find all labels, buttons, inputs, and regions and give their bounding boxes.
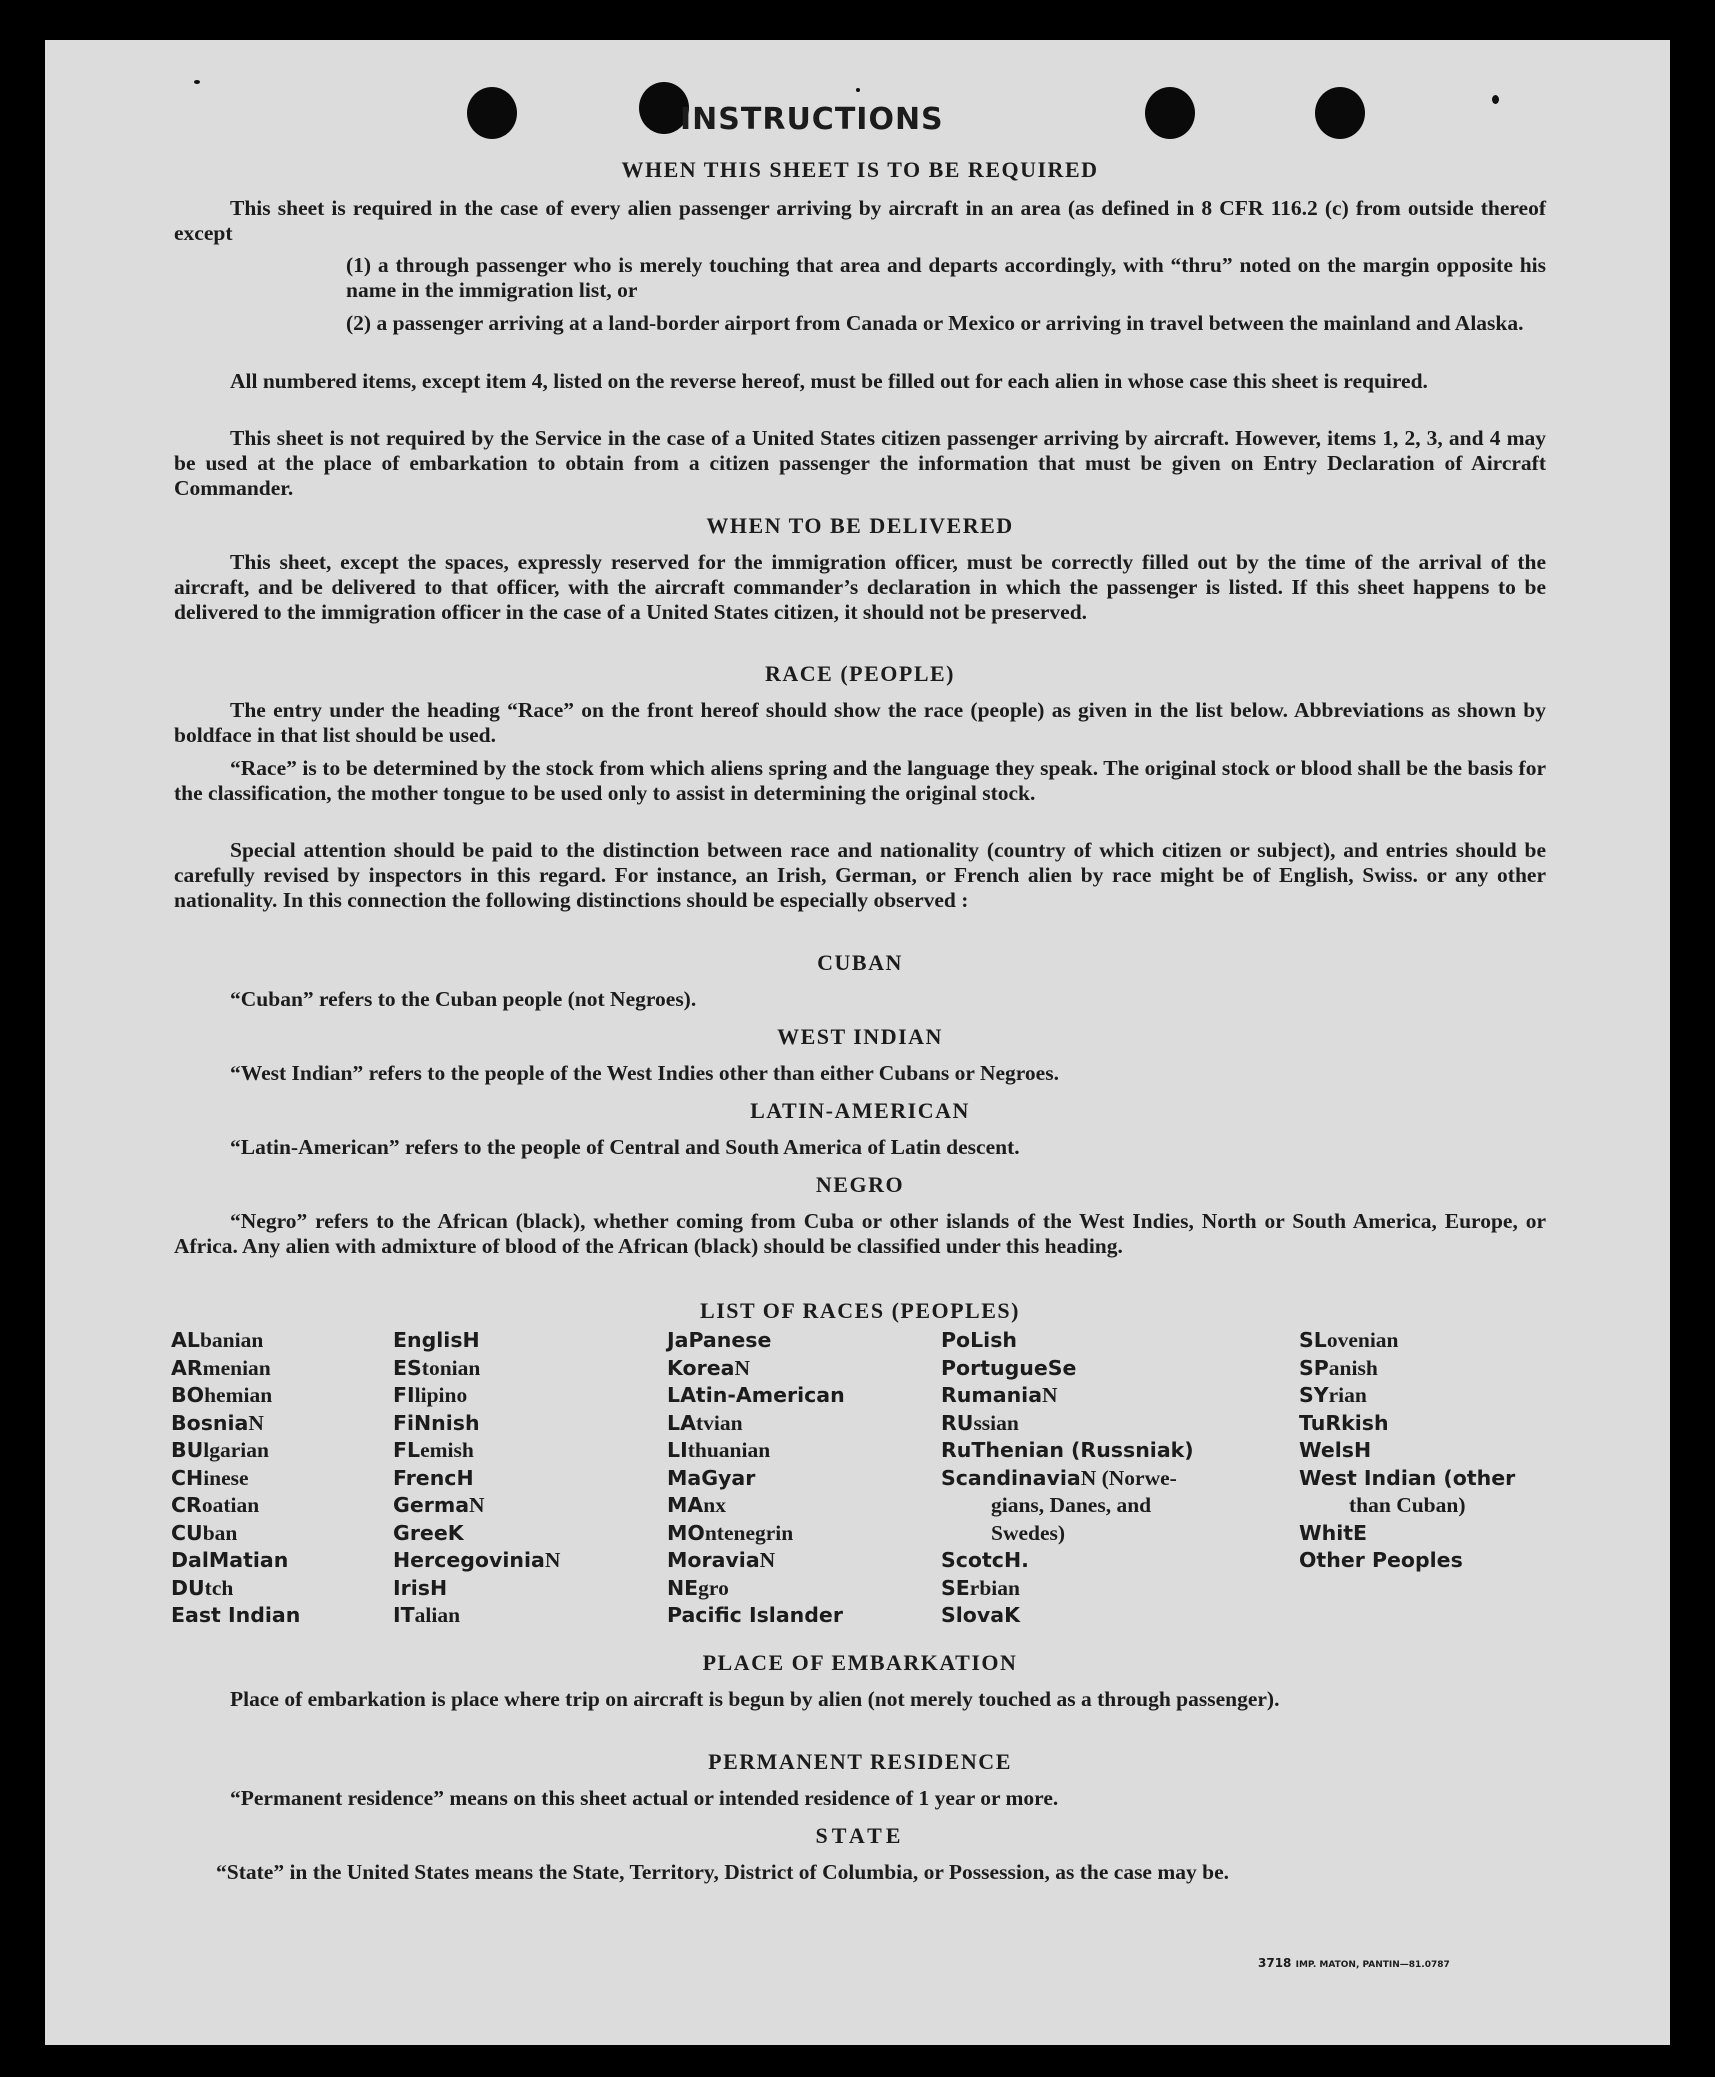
race-entry [667,1382,845,1410]
race-abbrev: NE [667,1575,699,1600]
race-abbrev: SlovaK [941,1603,1020,1627]
race-entry [1299,1465,1515,1493]
race-entry [171,1437,300,1465]
section-heading: RACE (PEOPLE) [765,661,955,686]
race-abbrev: gians, Danes, and [991,1493,1152,1517]
race-entry [393,1355,560,1383]
race-abbrev: Scandinavia [941,1465,1081,1490]
race-entry [941,1382,1194,1410]
race-entry [667,1575,845,1603]
race-abbrev: LI [667,1438,688,1462]
race-rest: inese [203,1465,249,1490]
race-entry [667,1547,845,1575]
race-rest: N (Norwe- [1080,1465,1177,1490]
race-abbrev: BU [171,1438,204,1462]
race-rest: rian [1328,1383,1367,1407]
race-abbrev: MO [667,1520,705,1545]
race-rest: N [759,1548,776,1572]
speck [194,80,200,84]
punch-hole [467,87,517,139]
race-abbrev: FiNnish [393,1410,480,1435]
paragraph: The entry under the heading “Race” on the front hereof should show the race (people) as given in the list below. Abbreviations as shown by boldface in that list should be used. [174,698,1546,747]
paragraph: “West Indian” refers to the people of the West Indies other than either Cubans or Negroes. [230,1061,1059,1085]
race-column [667,1327,845,1630]
paragraph: Place of embarkation is place where trip on aircraft is begun by alien (not merely touched as a through passenger). [230,1687,1280,1711]
paragraph: “State” in the United States means the State, Territory, District of Columbia, or Possession, as the case may be. [216,1860,1230,1884]
race-abbrev: DalMatian [171,1548,289,1572]
punch-hole [1315,87,1365,139]
race-entry [1299,1327,1515,1355]
section-heading: WHEN THIS SHEET IS TO BE REQUIRED [621,157,1099,182]
section-heading: PLACE OF EMBARKATION [702,1650,1018,1675]
printer-imprint: IMP. MATON, PANTIN—81.0787 [1295,1960,1450,1970]
section-heading: NEGRO [815,1172,905,1197]
race-rest: tch [204,1575,234,1600]
race-rest: tvian [695,1410,743,1435]
race-abbrev: LAtin-American [667,1383,845,1407]
race-abbrev: FL [393,1438,421,1462]
race-entry [667,1520,845,1548]
race-entry [171,1492,300,1520]
race-entry [393,1602,560,1630]
race-rest: emish [420,1438,474,1462]
race-entry [941,1547,1194,1575]
race-entry [667,1602,845,1630]
race-entry [1299,1492,1515,1520]
race-abbrev: Pacific Islander [667,1603,843,1627]
race-abbrev: ES [393,1355,422,1380]
section-heading: CUBAN [817,950,903,975]
paragraph: This sheet is not required by the Service in the case of a United States citizen passenger arriving by aircraft. However, items 1, 2, 3, and 4 may be used at the place of embarkation to obtain from a citizen passenger the information that must be given on Entry Declaration of Aircraft Commander. [174,426,1546,500]
race-abbrev: SE [941,1575,970,1600]
race-entry [941,1575,1194,1603]
race-rest: N [734,1355,750,1380]
paragraph: “Negro” refers to the African (black), whether coming from Cuba or other islands of the West Indies, North or South America, Europe, or Africa. Any alien with admixture of blood of the African (black) should be classified under this heading. [174,1209,1546,1258]
race-entry [171,1602,300,1630]
race-abbrev: RuThenian (Russniak) [941,1438,1194,1462]
race-abbrev: FrencH [393,1465,474,1490]
race-entry [393,1520,560,1548]
speck [856,88,860,92]
race-rest: nx [703,1493,726,1517]
speck [1492,95,1499,104]
paragraph: All numbered items, except item 4, listed on the reverse hereof, must be filled out for each alien in whose case this sheet is required. [230,369,1428,393]
race-entry [941,1465,1194,1493]
race-abbrev: EnglisH [393,1328,480,1352]
race-entry [941,1410,1194,1438]
race-entry [393,1547,560,1575]
race-rest: gro [698,1575,729,1600]
race-abbrev: SL [1299,1328,1327,1352]
race-entry [667,1327,845,1355]
race-abbrev: SP [1299,1355,1329,1380]
race-abbrev: than Cuban) [1349,1493,1466,1517]
race-rest: lgarian [203,1438,269,1462]
race-entry [667,1465,845,1493]
race-abbrev: LA [667,1410,696,1435]
race-column [1299,1327,1515,1575]
race-entry [171,1355,300,1383]
race-entry [171,1327,300,1355]
race-entry [941,1602,1194,1630]
page-title: INSTRUCTIONS [680,102,944,137]
paragraph: This sheet is required in the case of every alien passenger arriving by aircraft in an area (as defined in 8 CFR 116.2 (c) from outside thereof except [174,196,1546,245]
race-abbrev: West Indian (other [1299,1465,1516,1490]
race-abbrev: CU [171,1520,203,1545]
race-entry [393,1575,560,1603]
race-abbrev: East Indian [171,1603,301,1627]
race-entry [1299,1355,1515,1383]
race-entry [667,1355,845,1383]
race-column [171,1327,300,1630]
race-entry [393,1492,560,1520]
race-abbrev: AL [171,1328,200,1352]
race-rest: menian [202,1355,271,1380]
race-abbrev: IrisH [393,1575,448,1600]
race-rest: oatian [201,1493,260,1517]
race-rest: ssian [973,1410,1019,1435]
race-rest: tonian [421,1355,481,1380]
race-rest: rbian [969,1575,1020,1600]
race-entry [171,1410,300,1438]
punch-hole [1145,87,1195,139]
race-abbrev: JaPanese [667,1328,772,1352]
race-rest: ntenegrin [704,1520,794,1545]
race-entry [941,1520,1194,1548]
race-entry [171,1465,300,1493]
race-rest: lipino [414,1383,468,1407]
race-rest: banian [199,1328,264,1352]
race-rest: ban [202,1520,238,1545]
race-entry [1299,1382,1515,1410]
race-abbrev: CH [171,1465,204,1490]
section-heading: PERMANENT RESIDENCE [708,1749,1012,1774]
race-rest: N [544,1548,561,1572]
paragraph: “Permanent residence” means on this sheet actual or intended residence of 1 year or more. [230,1786,1059,1810]
paragraph: This sheet, except the spaces, expressly reserved for the immigration officer, must be correctly filled out by the time of the arrival of the aircraft, and be delivered to that officer, with the aircraft commander’s declaration in which the passenger is listed. If this sheet happens to be delivered to the immigration officer in the case of a United States citizen, it should not be preserved. [174,550,1546,624]
race-entry [1299,1410,1515,1438]
race-rest: N [469,1493,485,1517]
race-rest: anish [1328,1355,1378,1380]
race-abbrev: Moravia [667,1548,760,1572]
paragraph: “Latin-American” refers to the people of Central and South America of Latin descent. [230,1135,1020,1159]
race-entry [393,1382,560,1410]
race-entry [393,1410,560,1438]
race-abbrev: ScotcH. [941,1548,1029,1572]
race-abbrev: PoLish [941,1328,1017,1352]
race-abbrev: Germa [393,1493,470,1517]
race-entry [171,1520,300,1548]
race-abbrev: Hercegovinia [393,1548,545,1572]
race-entry [1299,1547,1515,1575]
section-heading: LIST OF RACES (PEOPLES) [700,1298,1020,1323]
race-abbrev: TuRkish [1299,1410,1389,1435]
race-entry [667,1410,845,1438]
race-entry [171,1575,300,1603]
race-abbrev: MaGyar [667,1465,756,1490]
race-abbrev: PortugueSe [941,1355,1077,1380]
race-abbrev: SY [1299,1383,1329,1407]
list-item: (2) a passenger arriving at a land-border airport from Canada or Mexico or arriving in travel between the mainland and Alaska. [346,311,1524,335]
race-entry [171,1547,300,1575]
race-entry [667,1437,845,1465]
race-rest: N [1042,1383,1058,1407]
race-entry [1299,1437,1515,1465]
form-number: 3718 [1258,1956,1292,1970]
race-column [941,1327,1194,1630]
race-abbrev: GreeK [393,1520,464,1545]
race-abbrev: AR [171,1355,203,1380]
race-entry [941,1437,1194,1465]
race-abbrev: DU [171,1575,205,1600]
race-abbrev: WelsH [1299,1438,1372,1462]
race-abbrev: IT [393,1603,415,1627]
race-abbrev: BO [171,1383,205,1407]
footer-imprint [1258,1956,1450,1970]
race-abbrev: FI [393,1383,415,1407]
race-abbrev: Rumania [941,1383,1043,1407]
race-abbrev: RU [941,1410,974,1435]
race-entry [393,1437,560,1465]
paragraph: “Cuban” refers to the Cuban people (not Negroes). [230,987,697,1011]
race-entry [667,1492,845,1520]
race-abbrev: Other Peoples [1299,1548,1463,1572]
race-abbrev: Swedes) [991,1520,1066,1545]
race-entry [393,1327,560,1355]
race-rest: ovenian [1326,1328,1399,1352]
race-entry [941,1327,1194,1355]
race-entry [393,1465,560,1493]
race-rest: N [248,1410,264,1435]
section-heading: LATIN-AMERICAN [750,1098,970,1123]
paragraph: Special attention should be paid to the distinction between race and nationality (country of which citizen or subject), and entries should be carefully revised by inspectors in this regard. For instance, an Irish, German, or French alien by race might be of English, Swiss. or any other nationality. In this connection the following distinctions should be especially observed : [174,838,1546,912]
race-entry [941,1355,1194,1383]
race-abbrev: MA [667,1493,704,1517]
list-item: (1) a through passenger who is merely touching that area and departs accordingly, with “thru” noted on the margin opposite his name in the immigration list, or [346,253,1546,302]
race-entry [1299,1520,1515,1548]
race-entry [171,1382,300,1410]
section-heading: STATE [815,1823,905,1848]
race-column [393,1327,560,1630]
race-rest: hemian [204,1383,273,1407]
race-abbrev: Korea [667,1355,735,1380]
race-abbrev: Bosnia [171,1410,249,1435]
race-abbrev: CR [171,1493,202,1517]
race-rest: thuanian [687,1438,771,1462]
race-rest: alian [414,1603,461,1627]
race-abbrev: WhitE [1299,1520,1368,1545]
section-heading: WHEN TO BE DELIVERED [706,513,1014,538]
section-heading: WEST INDIAN [777,1024,943,1049]
paragraph: “Race” is to be determined by the stock from which aliens spring and the language they speak. The original stock or blood shall be the basis for the classification, the mother tongue to be used only to assist in determining the original stock. [174,756,1546,805]
race-entry [941,1492,1194,1520]
